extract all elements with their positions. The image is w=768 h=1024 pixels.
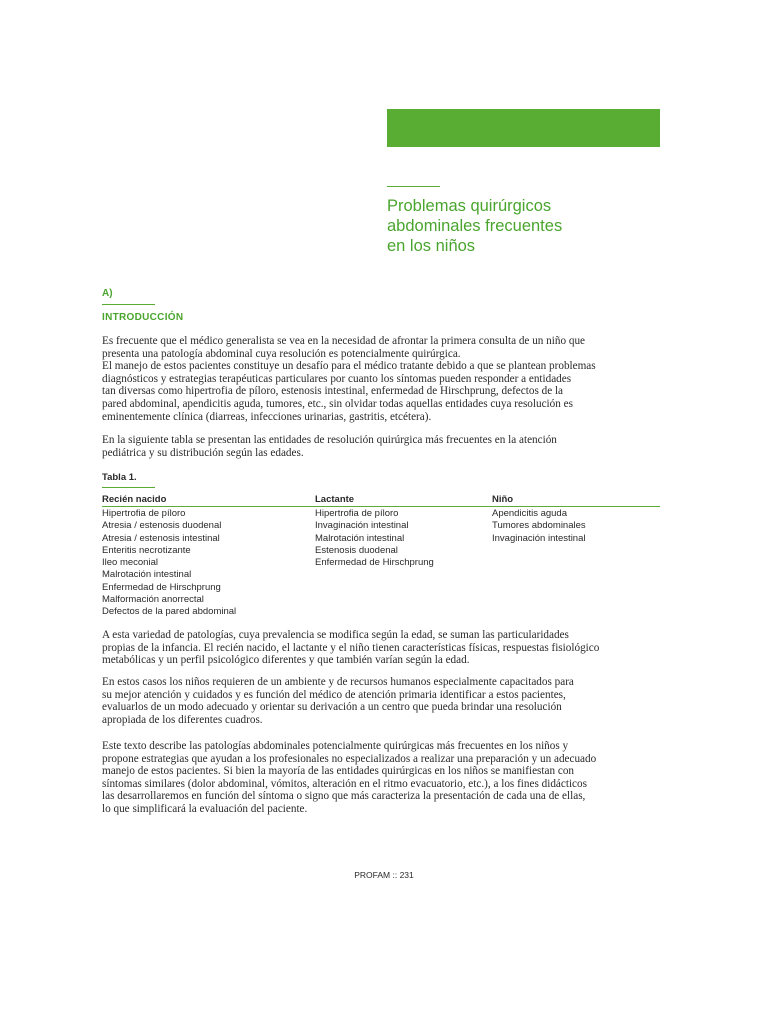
paragraph-line: diagnósticos y estrategias terapéuticas particulares por cuanto los síntomas pueden responder a entidades — [102, 372, 572, 385]
cases-paragraph — [102, 676, 660, 726]
table-header-cell: Recién nacido — [102, 494, 167, 505]
paragraph-line: Este texto describe las patologías abdominales potencialmente quirúrgicas más frecuentes en los niños y — [102, 740, 569, 752]
table-header-row — [102, 494, 660, 507]
table-column-lactante — [315, 508, 492, 619]
chapter-title-line: abdominales frecuentes — [387, 217, 563, 235]
paragraph-line: En estos casos los niños requieren de un ambiente y de recursos humanos especialmente capacitados para — [102, 676, 574, 688]
chapter-color-block — [387, 109, 660, 147]
table-column-recien-nacido — [102, 508, 315, 619]
title-divider — [387, 186, 440, 187]
table-cell: Enfermedad de Hirschprung — [315, 557, 434, 569]
table-cell: Atresia / estenosis intestinal — [102, 532, 220, 544]
description-paragraph — [102, 740, 660, 816]
table-column-nino — [492, 508, 660, 619]
paragraph-line: A esta variedad de patologías, cuya prevalencia se modifica según la edad, se suman las particularidades — [102, 629, 569, 641]
table-header-cell: Niño — [492, 494, 514, 505]
table-cell: Malrotación intestinal — [102, 569, 192, 581]
paragraph-line: eminentemente clínica (diarreas, infecciones urinarias, gastritis, etcétera). — [102, 410, 432, 423]
paragraph-line: síntomas similares (dolor abdominal, vómitos, alteración en el ritmo evacuatorio, etc.), a los fines didácticos — [102, 777, 587, 790]
paragraph-line: tan diversas como hipertrofia de píloro, estenosis intestinal, enfermedad de Hirschprung, defectos de la — [102, 385, 564, 398]
section-divider — [102, 304, 155, 305]
intro-paragraph — [102, 335, 660, 423]
paragraph-line: pediátrica y su distribución según las edades. — [102, 446, 304, 459]
table-cell: Estenosis duodenal — [315, 544, 398, 556]
paragraph-line: las desarrollaremos en función del síntoma o signo que más caracteriza la presentación de cada una de ellas, — [102, 790, 586, 803]
table-cell: Hipertrofia de píloro — [102, 508, 186, 519]
paragraph-line: metabólicas y un perfil psicológico diferentes y que también varían según la edad. — [102, 654, 470, 667]
paragraph-line: En la siguiente tabla se presentan las entidades de resolución quirúrgica más frecuentes en la atención — [102, 434, 557, 446]
paragraph-line: pared abdominal, apendicitis aguda, tumores, etc., sin olvidar todas aquellas entidades cuya resolución es — [102, 397, 573, 410]
chapter-title — [387, 196, 687, 256]
chapter-title-line: en los niños — [387, 237, 476, 255]
paragraph-line: El manejo de estos pacientes constituye un desafío para el médico tratante debido a que se plantean problemas — [102, 360, 596, 373]
table-cell: Atresia / estenosis duodenal — [102, 520, 222, 532]
paragraph-line: presenta una patología abdominal cuya resolución es potencialmente quirúrgica. — [102, 347, 461, 360]
paragraph-line: evaluarlos de un modo adecuado y orientar su derivación a un centro que pueda brindar una resolución — [102, 701, 562, 714]
paragraph-line: propone estrategias que ayudan a los profesionales no especializados a realizar una preparación y un adecuado — [102, 752, 597, 765]
paragraph-line: manejo de estos pacientes. Si bien la mayoría de las entidades quirúrgicas en los niños se manifiestan con — [102, 765, 575, 778]
paragraph-line: lo que simplificará la evaluación del paciente. — [102, 802, 308, 815]
table-cell: Invaginación intestinal — [315, 520, 409, 532]
table-cell: Apendicitis aguda — [492, 508, 567, 519]
table-cell: Tumores abdominales — [492, 520, 586, 532]
table-intro-paragraph — [102, 434, 660, 459]
variety-paragraph — [102, 629, 660, 667]
paragraph-line: propias de la infancia. El recién nacido, el lactante y el niño tienen características físicas, respuestas fisiológico — [102, 641, 600, 654]
table-cell: Hipertrofia de píloro — [315, 508, 399, 519]
chapter-title-line: Problemas quirúrgicos — [387, 197, 552, 215]
table-cell: Enteritis necrotizante — [102, 544, 191, 556]
table-cell: Ileo meconial — [102, 557, 158, 569]
table-caption: Tabla 1. — [102, 472, 137, 483]
table-cell: Enfermedad de Hirschprung — [102, 581, 221, 593]
section-letter: A) — [102, 288, 113, 299]
paragraph-line: Es frecuente que el médico generalista se vea en la necesidad de afrontar la primera consulta de un niño que — [102, 335, 586, 347]
table-caption-divider — [102, 487, 155, 488]
age-distribution-table — [102, 494, 660, 619]
table-body — [102, 507, 660, 619]
table-cell: Defectos de la pared abdominal — [102, 606, 237, 618]
table-cell: Malrotación intestinal — [315, 532, 405, 544]
paragraph-line: apropiada de los diferentes cuadros. — [102, 713, 263, 726]
section-heading: INTRODUCCIÓN — [102, 312, 184, 323]
page-footer: PROFAM :: 231 — [354, 870, 414, 880]
table-header-cell: Lactante — [315, 494, 355, 505]
table-cell: Invaginación intestinal — [492, 532, 586, 544]
paragraph-line: su mejor atención y cuidados y es función del médico de atención primaria identificar a estos pacientes, — [102, 688, 566, 701]
table-cell: Malformación anorrectal — [102, 594, 204, 606]
